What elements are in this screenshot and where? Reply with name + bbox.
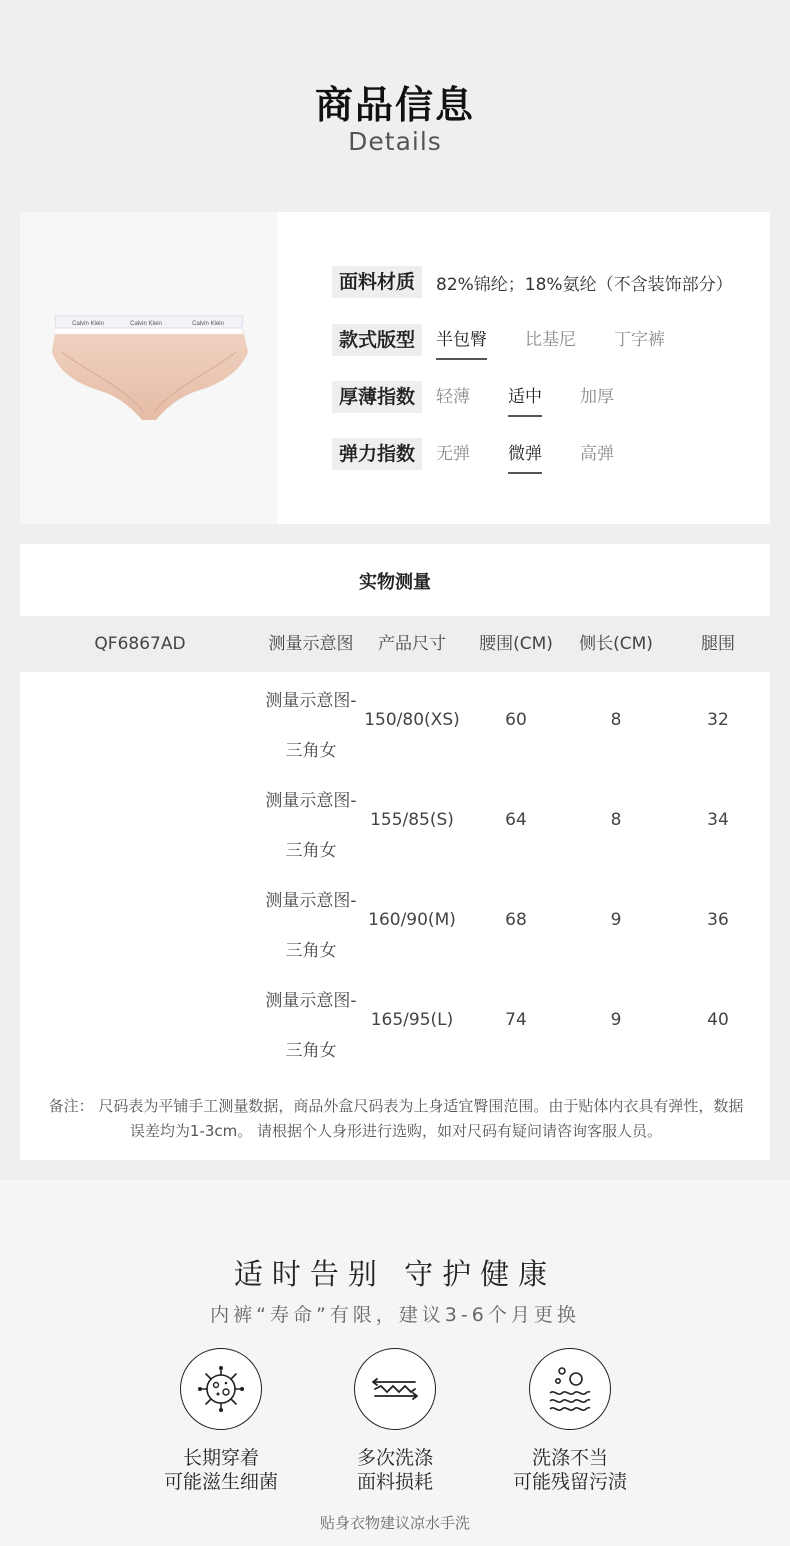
waist-cell: 74: [505, 1010, 527, 1030]
waist-cell: 64: [505, 810, 527, 830]
brand-text-2: Calvin Klein: [130, 321, 162, 327]
size-cell: 155/85(S): [370, 810, 454, 830]
leg-cell: 32: [707, 710, 729, 730]
option: 无弹: [436, 444, 471, 464]
feature-fabric-wear: [315, 1348, 475, 1494]
diagram-line1: 测量示意图-: [265, 891, 357, 911]
attr-thickness: [332, 381, 638, 413]
leg-cell: 34: [707, 810, 729, 830]
feature-line1: 多次洗涤: [356, 1447, 433, 1469]
option: 比基尼: [525, 330, 577, 350]
table-header: [20, 616, 770, 672]
size-cell: 150/80(XS): [364, 710, 460, 730]
wash-residue-icon: [529, 1348, 611, 1430]
header-model: QF6867AD: [94, 634, 186, 654]
feature-wash-residue: [490, 1348, 650, 1494]
product-image: [20, 212, 278, 524]
bacteria-icon: [180, 1348, 262, 1430]
table-row: [20, 672, 770, 772]
attr-style: [332, 324, 689, 356]
size-cell: 165/95(L): [370, 1010, 454, 1030]
attr-label: 弹力指数: [332, 438, 422, 470]
care-section: [0, 1180, 790, 1546]
table-row: [20, 872, 770, 972]
option: 轻薄: [436, 387, 471, 407]
header-side: 侧长(CM): [579, 634, 653, 654]
diagram-line2: 三角女: [285, 1041, 337, 1061]
feature-line1: 洗涤不当: [531, 1447, 608, 1469]
attr-label: 面料材质: [332, 266, 422, 298]
attr-label: 厚薄指数: [332, 381, 422, 413]
diagram-line2: 三角女: [285, 941, 337, 961]
feature-line2: 面料损耗: [356, 1471, 433, 1493]
feature-line2: 可能滋生细菌: [163, 1471, 278, 1493]
fabric-value: 82%锦纶；18%氨纶（不含装饰部分）: [436, 274, 733, 295]
attr-elasticity: [332, 438, 638, 470]
brand-text-1: Calvin Klein: [72, 321, 104, 327]
feature-line1: 长期穿着: [182, 1447, 259, 1469]
diagram-line1: 测量示意图-: [265, 791, 357, 811]
option-selected: 半包臀: [436, 324, 487, 356]
side-cell: 8: [610, 710, 622, 730]
size-note: [24, 1094, 768, 1144]
care-footer: 贴身衣物建议凉水手洗: [319, 1514, 470, 1532]
option: 丁字裤: [614, 330, 666, 350]
side-cell: 8: [610, 810, 622, 830]
leg-cell: 36: [707, 910, 729, 930]
attr-fabric: [332, 266, 733, 298]
leg-cell: 40: [707, 1010, 729, 1030]
waist-cell: 60: [505, 710, 527, 730]
header-leg: 腿围: [701, 634, 735, 654]
measurement-title: 实物测量: [359, 572, 431, 593]
fabric-wear-icon: [354, 1348, 436, 1430]
page-title: 商品信息: [314, 83, 475, 127]
header-diagram: 测量示意图: [268, 634, 354, 654]
option: 高弹: [580, 444, 615, 464]
diagram-line2: 三角女: [285, 741, 337, 761]
diagram-line1: 测量示意图-: [265, 691, 357, 711]
diagram-line1: 测量示意图-: [265, 991, 357, 1011]
option: 加厚: [580, 387, 615, 407]
care-slogan: 适时告别 守护健康: [233, 1257, 557, 1291]
table-row: [20, 972, 770, 1072]
measurement-card: [20, 544, 770, 1160]
diagram-line2: 三角女: [285, 841, 337, 861]
waist-cell: 68: [505, 910, 527, 930]
option-selected: 微弹: [508, 438, 542, 470]
size-cell: 160/90(M): [368, 910, 456, 930]
care-subtitle: 内裤“寿命”有限，建议3-6个月更换: [210, 1304, 580, 1326]
briefs-illustration: [20, 212, 278, 524]
note-line2: 误差均为1-3cm。 请根据个人身形进行选购，如对尺码有疑问请咨询客服人员。: [129, 1122, 663, 1140]
header-waist: 腰围(CM): [479, 634, 553, 654]
feature-line2: 可能残留污渍: [512, 1471, 627, 1493]
table-row: [20, 772, 770, 872]
product-info-card: [20, 212, 770, 524]
brand-text-3: Calvin Klein: [192, 321, 224, 327]
option-selected: 适中: [508, 381, 542, 413]
side-cell: 9: [610, 910, 622, 930]
details-header: [0, 0, 790, 212]
header-size: 产品尺寸: [378, 634, 446, 654]
side-cell: 9: [610, 1010, 622, 1030]
feature-bacteria: [141, 1348, 301, 1494]
page-subtitle: Details: [348, 127, 442, 156]
attr-label: 款式版型: [332, 324, 422, 356]
note-line1: 备注： 尺码表为平铺手工测量数据，商品外盒尺码表为上身适宜臀围范围。由于贴体内衣具有弹性，数据: [48, 1097, 744, 1115]
